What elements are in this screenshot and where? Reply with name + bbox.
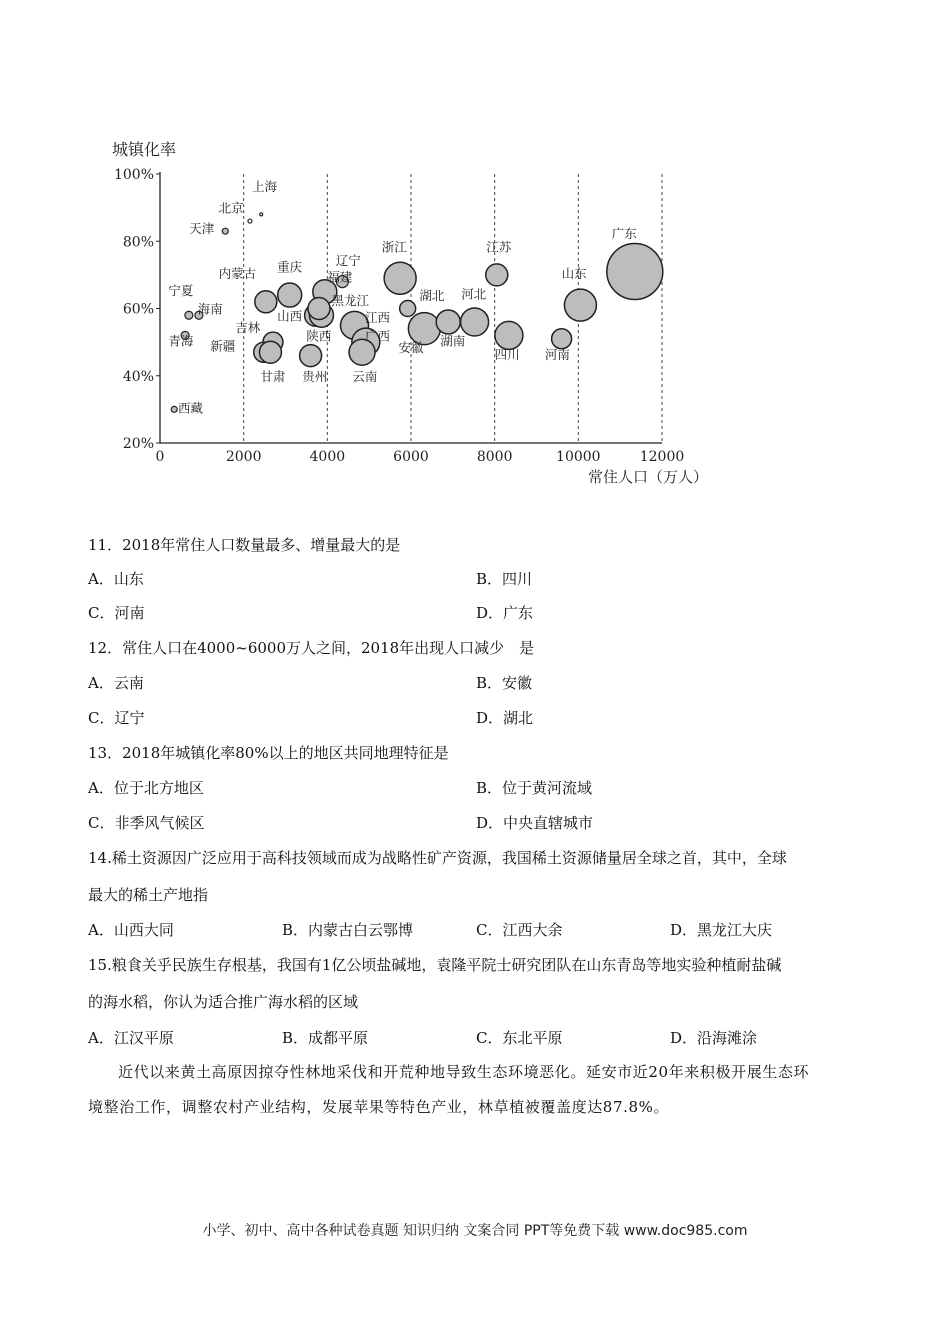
point-湖北 xyxy=(400,301,416,317)
point-label-陕西: 陕西 xyxy=(306,328,332,344)
q11-option-b[interactable]: B．四川 xyxy=(476,570,533,588)
point-贵州 xyxy=(300,345,322,367)
point-label-江西: 江西 xyxy=(364,309,390,325)
page-footer: 小学、初中、高中各种试卷真题 知识归纳 文案合同 PPT等免费下载 www.doc985.com xyxy=(202,1223,748,1239)
point-河南 xyxy=(552,329,572,349)
y-axis-label: 城镇化率 xyxy=(112,140,177,159)
point-label-西藏: 西藏 xyxy=(177,400,204,416)
q12-option-a[interactable]: A．云南 xyxy=(88,674,144,692)
point-label-山东: 山东 xyxy=(561,266,587,282)
point-浙江 xyxy=(384,262,416,294)
q14-option-b[interactable]: B．内蒙古白云鄂博 xyxy=(282,921,414,939)
q11-option-c[interactable]: C．河南 xyxy=(88,604,145,622)
q15-option-c[interactable]: C．东北平原 xyxy=(476,1029,563,1047)
point-label-吉林: 吉林 xyxy=(235,320,261,336)
y-tick-label: 60% xyxy=(122,301,154,318)
y-tick-label: 100% xyxy=(113,167,154,183)
q15-option-d[interactable]: D．沿海滩涂 xyxy=(670,1029,758,1047)
q12-option-c[interactable]: C．辽宁 xyxy=(88,709,145,727)
point-label-浙江: 浙江 xyxy=(381,239,407,255)
point-山东 xyxy=(564,289,596,321)
q11-option-a[interactable]: A．山东 xyxy=(88,570,144,588)
point-河北 xyxy=(461,308,489,336)
x-tick-label: 0 xyxy=(155,449,165,465)
point-label-山西: 山西 xyxy=(277,308,303,324)
point-label-内蒙古: 内蒙古 xyxy=(218,266,257,282)
q13-option-b[interactable]: B．位于黄河流域 xyxy=(476,779,593,797)
point-广东 xyxy=(607,244,663,300)
point-内蒙古 xyxy=(255,291,277,313)
q12-option-b[interactable]: B．安徽 xyxy=(476,674,533,692)
point-label-新疆: 新疆 xyxy=(210,338,236,354)
x-tick-label: 2000 xyxy=(225,449,262,465)
point-label-海南: 海南 xyxy=(197,301,223,317)
point-label-甘肃: 甘肃 xyxy=(260,368,286,384)
point-label-河北: 河北 xyxy=(461,286,487,302)
point-label-四川: 四川 xyxy=(494,346,520,362)
point-label-天津: 天津 xyxy=(189,220,215,236)
point-上海 xyxy=(260,213,263,216)
q13-option-c[interactable]: C．非季风气候区 xyxy=(88,814,205,832)
point-label-黑龙江: 黑龙江 xyxy=(331,293,370,309)
point-黑龙江 xyxy=(308,298,330,320)
q13-option-a[interactable]: A．位于北方地区 xyxy=(88,779,204,797)
point-label-云南: 云南 xyxy=(352,368,378,384)
point-label-辽宁: 辽宁 xyxy=(335,252,361,268)
urbanization-scatter-chart xyxy=(100,130,760,495)
point-label-贵州: 贵州 xyxy=(302,368,328,384)
q14-option-c[interactable]: C．江西大余 xyxy=(476,921,563,939)
point-label-北京: 北京 xyxy=(218,200,244,216)
point-label-湖北: 湖北 xyxy=(419,288,445,304)
q14-option-a[interactable]: A．山西大同 xyxy=(88,921,174,939)
passage-line2: 境整治工作，调整农村产业结构，发展苹果等特色产业，林草植被覆盖度达87.8%。 xyxy=(88,1098,670,1116)
point-label-青海: 青海 xyxy=(168,333,194,349)
point-label-广西: 广西 xyxy=(364,328,390,344)
x-tick-label: 4000 xyxy=(309,449,346,465)
y-tick-label: 40% xyxy=(122,368,154,385)
x-tick-label: 8000 xyxy=(476,449,513,465)
point-label-江苏: 江苏 xyxy=(486,239,512,255)
point-label-重庆: 重庆 xyxy=(277,259,303,275)
point-西藏 xyxy=(171,406,177,412)
point-甘肃 xyxy=(259,341,281,363)
question-14-line2: 最大的稀土产地指 xyxy=(88,886,209,904)
x-axis-label: 常住人口（万人） xyxy=(588,468,709,486)
point-天津 xyxy=(222,228,228,234)
question-13: 13．2018年城镇化率80%以上的地区共同地理特征是 xyxy=(88,744,449,762)
point-宁夏 xyxy=(185,311,193,319)
q11-option-d[interactable]: D．广东 xyxy=(476,604,534,622)
point-label-安徽: 安徽 xyxy=(398,340,424,356)
point-江苏 xyxy=(486,264,508,286)
x-tick-label: 12000 xyxy=(639,449,685,465)
question-15-line1: 15.粮食关乎民族生存根基，我国有1亿公顷盐碱地，袁隆平院士研究团队在山东青岛等地实验种植耐盐碱 xyxy=(88,956,782,974)
point-label-上海: 上海 xyxy=(252,178,278,194)
x-tick-label: 6000 xyxy=(393,449,429,465)
q15-option-a[interactable]: A．江汉平原 xyxy=(88,1029,174,1047)
question-11: 11．2018年常住人口数量最多、增量最大的是 xyxy=(88,536,401,554)
q12-option-d[interactable]: D．湖北 xyxy=(476,709,534,727)
data-points xyxy=(171,213,663,413)
q14-option-d[interactable]: D．黑龙江大庆 xyxy=(670,921,773,939)
q15-option-b[interactable]: B．成都平原 xyxy=(282,1029,369,1047)
question-12: 12．常住人口在4000~6000万人之间，2018年出现人口减少 是 xyxy=(88,639,535,657)
point-label-宁夏: 宁夏 xyxy=(168,283,194,299)
point-四川 xyxy=(495,321,523,349)
y-tick-label: 80% xyxy=(122,234,154,251)
point-label-河南: 河南 xyxy=(544,346,570,362)
q13-option-d[interactable]: D．中央直辖城市 xyxy=(476,814,594,832)
x-tick-label: 10000 xyxy=(556,449,601,465)
point-北京 xyxy=(248,219,252,223)
point-label-湖南: 湖南 xyxy=(440,333,466,349)
point-label-广东: 广东 xyxy=(611,225,637,241)
point-重庆 xyxy=(278,283,302,307)
point-湖南 xyxy=(436,310,460,334)
y-tick-label: 20% xyxy=(122,436,154,452)
question-15-line2: 的海水稻，你认为适合推广海水稻的区域 xyxy=(88,993,359,1011)
question-14-line1: 14.稀土资源因广泛应用于高科技领域而成为战略性矿产资源，我国稀土资源储量居全球之首，其中，全球 xyxy=(88,849,787,867)
point-label-福建: 福建 xyxy=(327,269,353,285)
passage-line1: 近代以来黄土高原因掠夺性林地采伐和开荒种地导致生态环境恶化。延安市近20年来积极开展生态环 xyxy=(118,1063,810,1081)
